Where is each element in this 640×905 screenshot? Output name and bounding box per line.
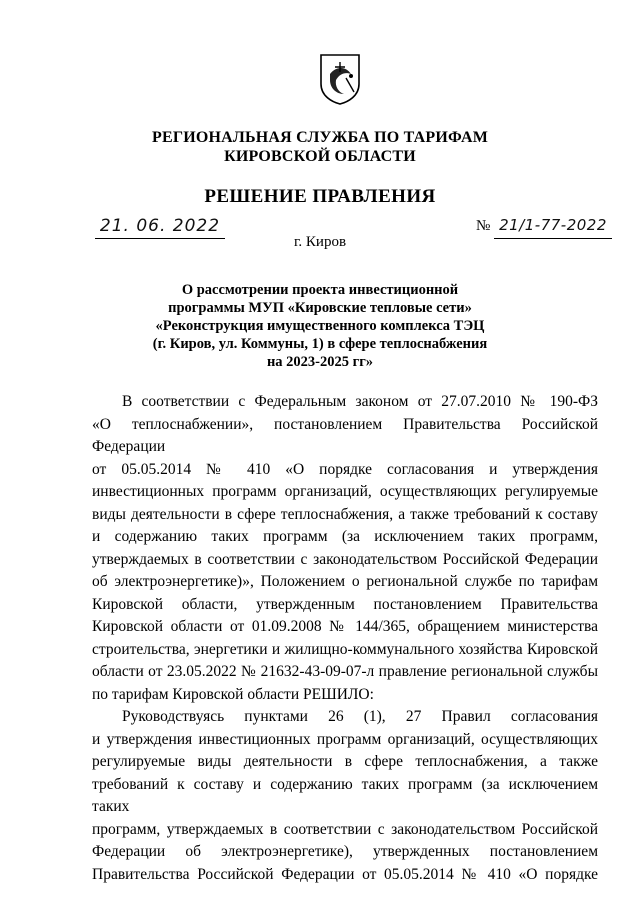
- agency-name: [0, 128, 640, 166]
- document-body: [92, 391, 598, 886]
- body-line: Кировской области, утвержденным постановлением Правительства: [92, 595, 598, 613]
- body-line: виды деятельности в сфере теплоснабжения, а также требований к составу: [92, 505, 598, 523]
- paragraph-2: [92, 706, 598, 886]
- body-line: области от 23.05.2022 № 21632-43-09-07-л правление региональной службы: [92, 663, 598, 680]
- body-line: по тарифам Кировской области РЕШИЛО:: [92, 685, 374, 703]
- subject-line: на 2023-2025 гг»: [266, 354, 374, 370]
- body-line: строительства, энергетики и жилищно-коммунального хозяйства Кировской: [92, 640, 598, 658]
- document-subject: [0, 281, 640, 371]
- body-line: «О теплоснабжении», постановлением Правительства Российской Федерации: [92, 415, 598, 455]
- document-type: РЕШЕНИЕ ПРАВЛЕНИЯ: [204, 186, 436, 207]
- body-line: Федерации об электроэнергетике), утвержденных постановлением: [92, 843, 598, 860]
- paragraph-1: [92, 391, 598, 706]
- body-line: регулируемые виды деятельности в сфере теплоснабжения, а также: [92, 753, 598, 770]
- body-line: Кировской области от 01.09.2008 № 144/365, обращением министерства: [92, 618, 598, 635]
- body-line: и утверждения инвестиционных программ организаций, осуществляющих: [92, 730, 598, 748]
- subject-line: О рассмотрении проекта инвестиционной: [181, 282, 459, 298]
- body-line: об электроэнергетике)», Положением о региональной службе по тарифам: [92, 573, 598, 590]
- body-line: В соответствии с Федеральным законом от 27.07.2010 № 190-ФЗ: [122, 393, 598, 410]
- subject-line: программы МУП «Кировские тепловые сети»: [168, 300, 472, 316]
- number-sign: №: [476, 218, 491, 234]
- agency-line-1: РЕГИОНАЛЬНАЯ СЛУЖБА ПО ТАРИФАМ: [151, 129, 489, 146]
- subject-line: «Реконструкция имущественного комплекса ТЭЦ: [155, 318, 485, 334]
- body-line: и содержанию таких программ (за исключением таких программ,: [92, 528, 598, 545]
- body-line: программ, утверждаемых в соответствии с законодательством Российской: [92, 820, 598, 838]
- kirov-coat-of-arms-icon: [318, 52, 362, 106]
- document-number: 21/1-77-2022: [494, 216, 612, 239]
- body-line: от 05.05.2014 № 410 «О порядке согласования и утверждения: [92, 460, 598, 478]
- body-line: инвестиционных программ организаций, осуществляющих регулируемые: [92, 483, 598, 500]
- document-city: г. Киров: [293, 234, 347, 250]
- body-line: требований к составу и содержанию таких программ (за исключением таких: [92, 775, 598, 815]
- body-line: утверждаемых в соответствии с законодательством Российской Федерации: [92, 550, 598, 568]
- body-line: Правительства Российской Федерации от 05.05.2014 № 410 «О порядке: [92, 865, 598, 883]
- body-line: Руководствуясь пунктами 26 (1), 27 Правил согласования: [122, 708, 598, 725]
- document-date: 21. 06. 2022: [95, 216, 225, 239]
- agency-line-2: КИРОВСКОЙ ОБЛАСТИ: [224, 148, 416, 165]
- subject-line: (г. Киров, ул. Коммуны, 1) в сфере теплоснабжения: [152, 336, 488, 352]
